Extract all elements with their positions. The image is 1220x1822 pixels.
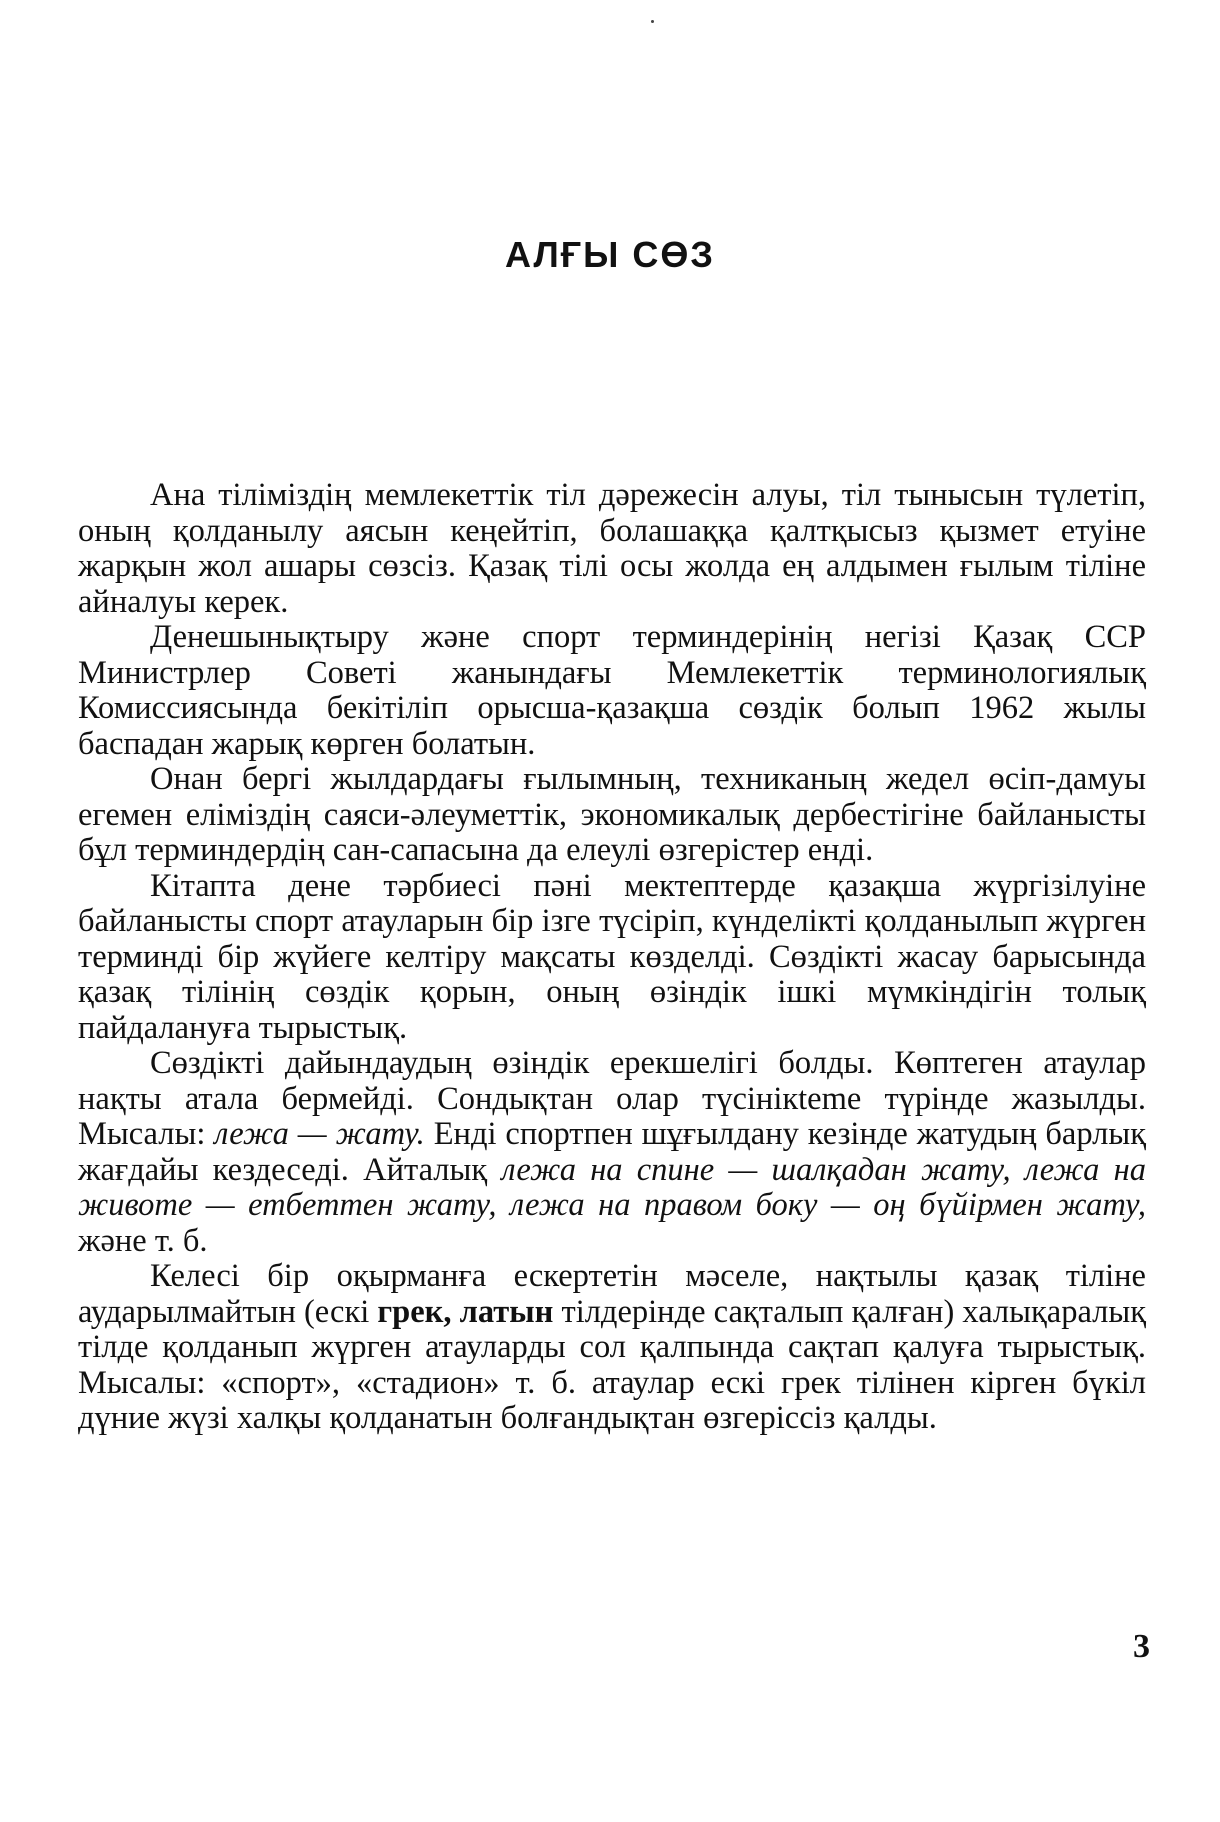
paragraph-text: тілдерінде сақталып қалған) халықаралық тілде қолданып жүрген атауларды сол қалпында сақтап қалуға тырыстық. Мысалы: «спорт», «стадион» т. б. атаулар ескі грек тілінен кірген бүкіл дүние жүзі халқы қолданатын болғандықтан өзгеріссіз қалды. <box>78 1293 1147 1436</box>
body-text <box>78 478 1146 1437</box>
paragraph-6 <box>78 1259 1146 1437</box>
paragraph-text: Сөздікті дайындаудың өзіндік ерекшелігі болды. Көптеген атаулар нақты атала бермейді. Сондықтан олар түсінікteme түрінде жазылды. Мысалы: <box>78 1045 1146 1152</box>
page-title: АЛҒЫ СӨЗ <box>505 234 715 275</box>
paragraph-text: Енді спортпен шұғылдану кезінде жатудың барлық жағдайы кездеседі. Айталық <box>78 1116 1146 1188</box>
paragraph-4 <box>78 869 1146 1047</box>
paragraph-text: Келесі бір оқырманға ескертетін мәселе, нақтылы қазақ тіліне аударылмайтын (ескі <box>78 1258 1146 1330</box>
paragraph-3 <box>78 762 1146 869</box>
paragraph-text: Онан бергі жылдардағы ғылымның, техниканың жедел өсіп-дамуы егемен еліміздің саяси-әлеуметтік, экономикалық дербестігіне байланысты бұл терминдердің сан-сапасына да елеулі өзгерістер енді. <box>78 761 1146 868</box>
bold-term: грек, латын <box>377 1293 554 1330</box>
paragraph-text: Ана тіліміздің мемлекеттік тіл дәрежесін алуы, тіл тынысын түлетіп, оның қолданылу аясын кеңейтіп, болашаққа қалтқысыз қызмет етуіне жарқын жол ашары сөзсіз. Қазақ тілі осы жолда ең алдымен ғылым тіліне айналуы керек. <box>78 477 1146 620</box>
paragraph-1 <box>78 478 1146 620</box>
paragraph-5 <box>78 1046 1146 1259</box>
paragraph-text: және т. б. <box>78 1222 208 1259</box>
paragraph-2 <box>78 620 1146 762</box>
scan-speck <box>651 20 654 23</box>
italic-example: лежа — жату. <box>214 1116 425 1152</box>
italic-example: лежа на спине — шалқадан жату, лежа на животе — етбеттен жату, лежа на правом боку — оң бүйірмен жату, <box>78 1151 1147 1223</box>
paragraph-text: Денешынықтыру және спорт терминдерінің негізі Қазақ ССР Министрлер Советі жанындағы Мемлекеттік терминологиялық Комиссиясында бекітіліп орысша-қазақша сөздік болып 1962 жылы баспадан жарық көрген болатын. <box>78 619 1146 762</box>
paragraph-text: Кітапта дене тәрбиесі пәні мектептерде қазақша жүргізілуіне байланысты спорт атауларын бір ізге түсіріп, күнделікті қолданылып жүрген терминді бір жүйеге келтіру мақсаты көзделді. Сөздікті жасау барысында қазақ тілінің сөздік қорын, оның өзіндік ішкі мүмкіндігін толық пайдалануға тырыстық. <box>78 867 1146 1046</box>
page-number: 3 <box>1133 1628 1150 1665</box>
